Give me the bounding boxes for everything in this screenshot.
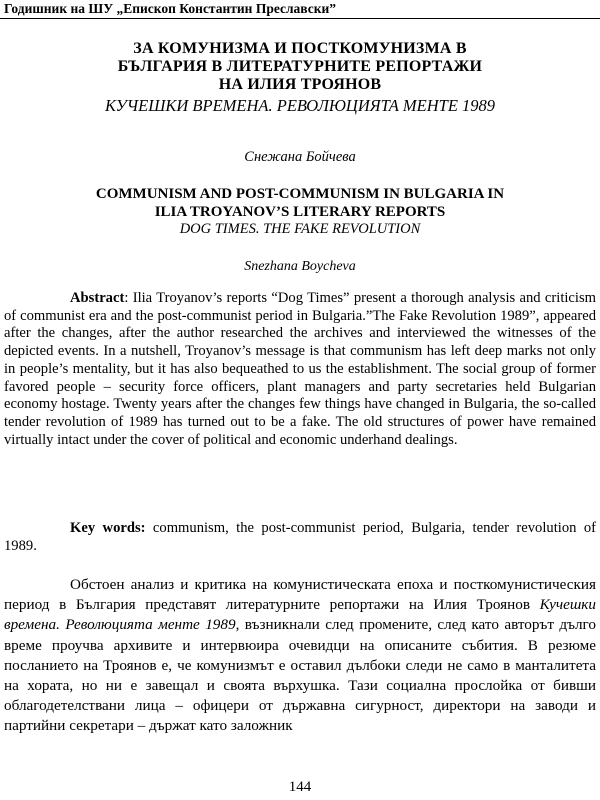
- keywords-label: Key words:: [70, 520, 146, 536]
- body-text-part2: , възникнали след промените, след като авторът дълго време проучва архивите и интервюира очевидци на описаните събития. В резюме посланието на Троянов е, че комунизмът е оставил дълбоки следи не само в манталитета на хората, но ни е завещал и своята върхушка. Тази социална прослойка от бивши облагодетелствани лица – офицери от държавна сигурност, директори на заводи и партийни секретари – държат като заложник: [4, 616, 596, 735]
- english-title-line: COMMUNISM AND POST-COMMUNISM IN BULGARIA IN: [95, 186, 505, 202]
- page-number: 144: [288, 779, 312, 795]
- abstract-text: : Ilia Troyanov’s reports “Dog Times” present a thorough analysis and criticism of communist era and the post-communist period in Bulgaria.”The Fake Revolution 1989”, appeared after the changes, after the author researched the archives and interviewed the witnesses of the depicted events. In a nutshell, Troyanov’s message is that communism has left deep marks not only in people’s mentality, but it has also bequeathed to us the establishment. The social group of former favored people – security force officers, plant managers and party secretaries held Bulgarian economy hostage. Twenty years after the changes few things have changed in Bulgaria, the so-called tender revolution of 1989 has turned out to be a fake. The old structures of power have remained virtually intact under the cover of political and economic underhand dealings.: [4, 290, 596, 448]
- bulgarian-title-line: БЪЛГАРИЯ В ЛИТЕРАТУРНИТЕ РЕПОРТАЖИ: [117, 58, 483, 75]
- abstract-label: Abstract: [70, 290, 125, 306]
- body-text-part1: Обстоен анализ и критика на комунистическата епоха и посткомунистическия период в България представят литературните репортажи на Илия Троянов: [4, 576, 596, 614]
- body-book-title: Кучешки времена. Революцията менте 1989: [4, 596, 596, 634]
- english-title: [0, 185, 600, 221]
- bulgarian-subtitle: КУЧЕШКИ ВРЕМЕНА. РЕВОЛЮЦИЯТА МЕНТЕ 1989: [104, 96, 496, 115]
- keywords-text: communism, the post-communist period, Bulgaria, tender revolution of 1989.: [4, 520, 596, 554]
- body-paragraph: [4, 575, 596, 737]
- english-title-line: ILIA TROYANOV’S LITERARY REPORTS: [154, 204, 446, 220]
- header-divider: [0, 18, 600, 19]
- running-head: Годишник на ШУ „Епископ Константин Преславски”: [4, 1, 337, 16]
- english-author: Snezhana Boycheva: [244, 259, 356, 274]
- abstract-paragraph: [4, 290, 596, 449]
- bulgarian-title: [0, 40, 600, 94]
- english-subtitle: DOG TIMES. THE FAKE REVOLUTION: [179, 221, 421, 237]
- bulgarian-author: Снежана Бойчева: [244, 149, 356, 165]
- keywords-paragraph: [4, 520, 596, 555]
- bulgarian-title-line: НА ИЛИЯ ТРОЯНОВ: [218, 76, 382, 93]
- bulgarian-title-line: ЗА КОМУНИЗМА И ПОСТКОМУНИЗМА В: [133, 40, 467, 57]
